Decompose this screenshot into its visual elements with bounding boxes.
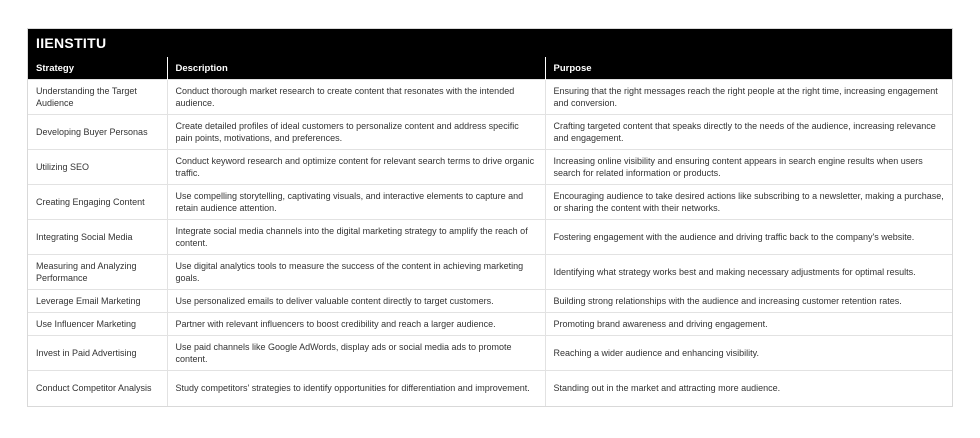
strategy-cell: Creating Engaging Content [28, 185, 167, 220]
purpose-cell: Identifying what strategy works best and making necessary adjustments for optimal results. [545, 255, 952, 290]
column-header-purpose: Purpose [545, 57, 952, 80]
table-row [28, 185, 952, 220]
description-cell: Conduct keyword research and optimize content for relevant search terms to drive organic traffic. [167, 150, 545, 185]
table-row [28, 371, 952, 406]
description-cell: Integrate social media channels into the digital marketing strategy to amplify the reach of content. [167, 220, 545, 255]
strategy-cell: Use Influencer Marketing [28, 313, 167, 336]
table-row [28, 115, 952, 150]
description-cell: Study competitors' strategies to identify opportunities for differentiation and improvement. [167, 371, 545, 406]
purpose-cell: Encouraging audience to take desired actions like subscribing to a newsletter, making a purchase, or sharing the content with their networks. [545, 185, 952, 220]
purpose-cell: Building strong relationships with the audience and increasing customer retention rates. [545, 290, 952, 313]
strategy-cell: Developing Buyer Personas [28, 115, 167, 150]
description-cell: Create detailed profiles of ideal customers to personalize content and address specific pain points, motivations, and preferences. [167, 115, 545, 150]
strategy-cell: Measuring and Analyzing Performance [28, 255, 167, 290]
brand-title: IIENSTITU [28, 29, 952, 57]
description-cell: Use paid channels like Google AdWords, display ads or social media ads to promote content. [167, 336, 545, 371]
description-cell: Use digital analytics tools to measure the success of the content in achieving marketing goals. [167, 255, 545, 290]
description-cell: Use personalized emails to deliver valuable content directly to target customers. [167, 290, 545, 313]
description-cell: Conduct thorough market research to create content that resonates with the intended audience. [167, 80, 545, 115]
strategy-table [28, 57, 952, 406]
purpose-cell: Crafting targeted content that speaks directly to the needs of the audience, increasing relevance and engagement. [545, 115, 952, 150]
strategy-cell: Invest in Paid Advertising [28, 336, 167, 371]
strategy-cell: Leverage Email Marketing [28, 290, 167, 313]
column-header-strategy: Strategy [28, 57, 167, 80]
column-header-description: Description [167, 57, 545, 80]
purpose-cell: Fostering engagement with the audience and driving traffic back to the company's website. [545, 220, 952, 255]
table-row [28, 290, 952, 313]
purpose-cell: Standing out in the market and attracting more audience. [545, 371, 952, 406]
strategy-cell: Integrating Social Media [28, 220, 167, 255]
purpose-cell: Promoting brand awareness and driving engagement. [545, 313, 952, 336]
purpose-cell: Reaching a wider audience and enhancing visibility. [545, 336, 952, 371]
table-row [28, 80, 952, 115]
table-row [28, 255, 952, 290]
table-row [28, 220, 952, 255]
table-row [28, 336, 952, 371]
table-header-row [28, 57, 952, 80]
strategy-cell: Conduct Competitor Analysis [28, 371, 167, 406]
table-row [28, 150, 952, 185]
description-cell: Use compelling storytelling, captivating visuals, and interactive elements to capture and retain audience attention. [167, 185, 545, 220]
strategy-cell: Utilizing SEO [28, 150, 167, 185]
strategy-cell: Understanding the Target Audience [28, 80, 167, 115]
table-row [28, 313, 952, 336]
purpose-cell: Increasing online visibility and ensuring content appears in search engine results when users search for related information or products. [545, 150, 952, 185]
description-cell: Partner with relevant influencers to boost credibility and reach a larger audience. [167, 313, 545, 336]
purpose-cell: Ensuring that the right messages reach the right people at the right time, increasing engagement and conversion. [545, 80, 952, 115]
strategy-table-card [27, 28, 953, 407]
